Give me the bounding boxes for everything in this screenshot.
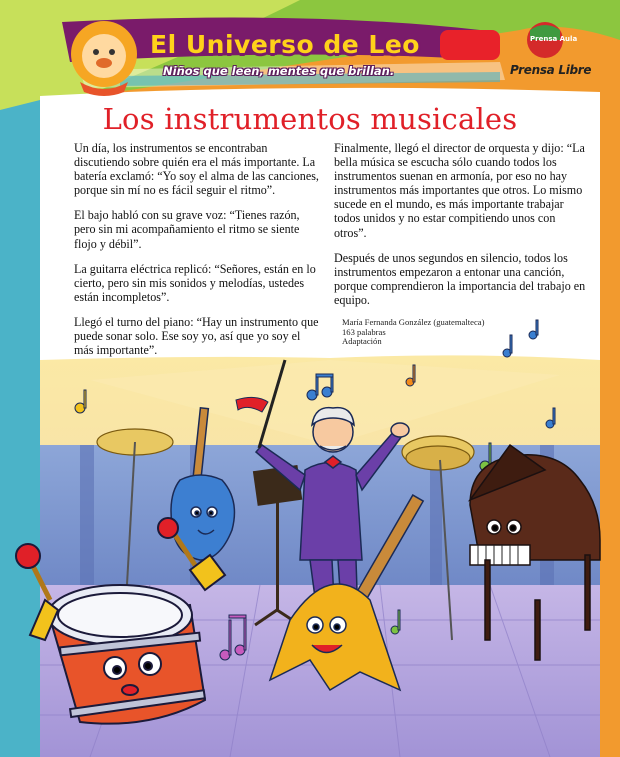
- logo-subtitle: Niños que leen, mentes que brillan.: [163, 64, 395, 78]
- publisher-badge: Prensa Aula: [530, 35, 578, 43]
- article-title: Los instrumentos musicales: [102, 102, 518, 136]
- credit-word-count: 163 palabras: [342, 326, 386, 337]
- paragraph: Llegó el turno del piano: “Hay un instrumento que puede sonar solo. Ese soy yo, así que yo soy el más importante”.: [74, 314, 319, 358]
- paragraph: El bajo habló con su grave voz: “Tienes razón, pero sin mi acompañamiento el ritmo se siente flojo y débil”.: [74, 208, 300, 251]
- logo-title[interactable]: El Universo de Leo: [150, 30, 420, 59]
- paragraph: Después de unos segundos en silencio, todos los instrumentos empezaron a entonar una canción, porque comprendieron la importancia del trabajo en equipo.: [334, 250, 586, 307]
- paragraph: La guitarra eléctrica replicó: “Señores, están en lo cierto, pero sin mis sonidos y melodías, ustedes están incompletos”.: [74, 261, 316, 304]
- credit-author: María Fernanda González (guatemalteca): [342, 317, 485, 328]
- article-right-column: [334, 141, 590, 347]
- credit-note: Adaptación: [342, 336, 382, 347]
- paragraph: Un día, los instrumentos se encontraban discutiendo sobre quién era el más importante. La batería exclamó: “Yo soy el alma de las canciones, porque sin mí no es fácil seguir el ritmo”.: [74, 141, 319, 198]
- publisher-name[interactable]: Prensa Libre: [510, 63, 592, 77]
- paragraph: Finalmente, llegó el director de orquesta y dijo: “La bella música se escucha sólo cuando todos los instrumentos suenan en armonía, por eso no hay instrumentos más importantes que otros. Lo mismo sucede en el mundo, es más importante trabajar todos unidos y no estar compitiendo unos con otros”.: [334, 141, 585, 240]
- article-credit: [342, 318, 590, 347]
- article-left-column: [74, 141, 320, 368]
